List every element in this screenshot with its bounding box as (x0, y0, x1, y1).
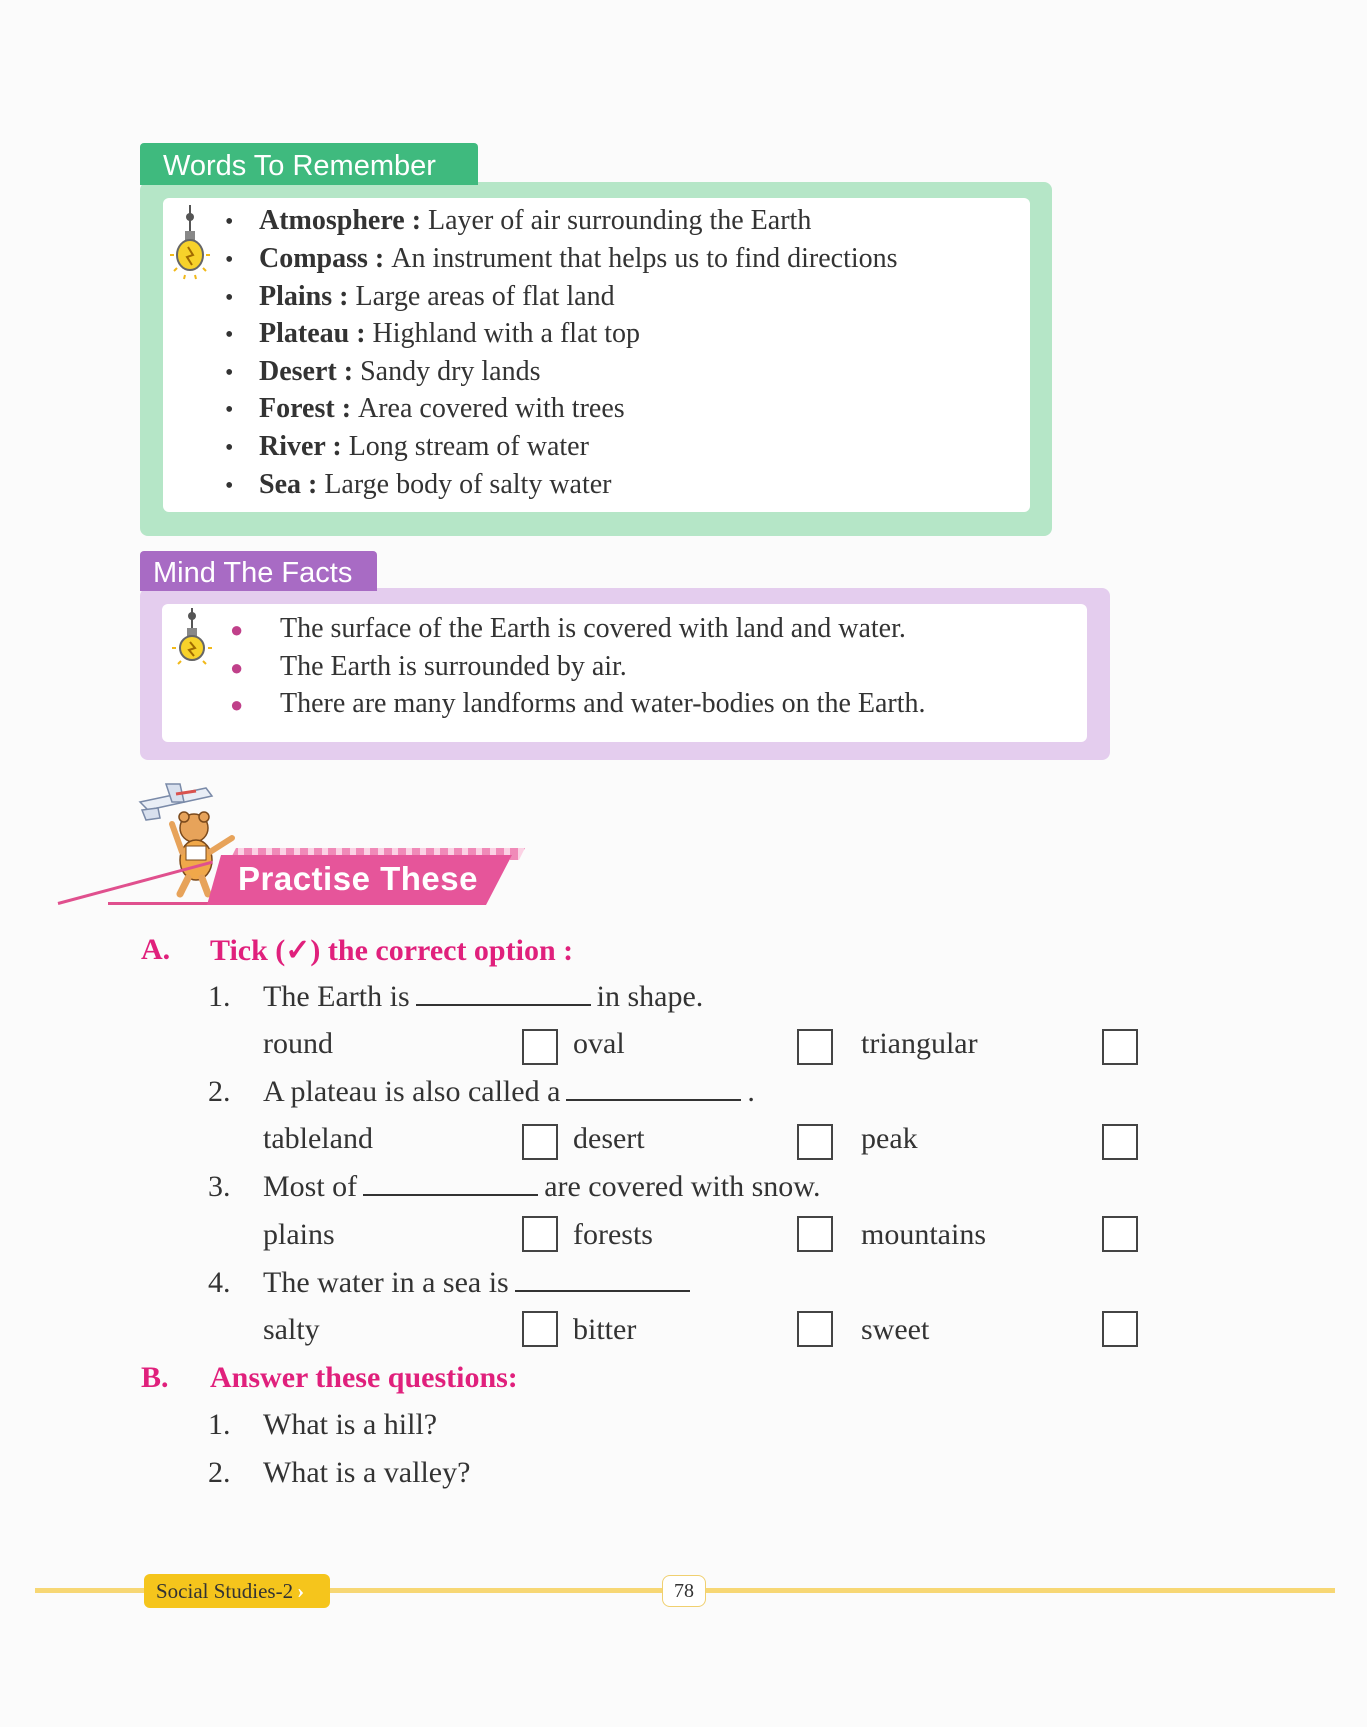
question-text: A plateau is also called a . (263, 1075, 755, 1108)
option-checkbox[interactable] (522, 1029, 558, 1065)
option-checkbox[interactable] (522, 1124, 558, 1160)
section-b-title: Answer these questions: (210, 1361, 518, 1394)
option-label: peak (861, 1122, 918, 1155)
mind-the-facts-title: Mind The Facts (140, 551, 377, 591)
question-number: 1. (208, 1408, 231, 1441)
question-text: What is a hill? (263, 1408, 438, 1441)
answer-blank (566, 1077, 741, 1101)
option-checkbox[interactable] (797, 1029, 833, 1065)
option-label: forests (573, 1218, 653, 1251)
word-item: • Forest : Area covered with trees (225, 393, 625, 424)
practise-banner-title: Practise These (238, 860, 478, 897)
question-number: 4. (208, 1266, 231, 1299)
option-label: mountains (861, 1218, 986, 1251)
option-checkbox[interactable] (797, 1311, 833, 1347)
practise-divider-base (108, 902, 218, 905)
section-a-title: Tick (✓) the correct option : (210, 934, 574, 967)
section-a-letter: A. (141, 933, 171, 966)
question-number: 2. (208, 1075, 231, 1108)
word-item: • Desert : Sandy dry lands (225, 356, 541, 387)
word-item: • Compass : An instrument that helps us to find directions (225, 243, 898, 274)
option-label: triangular (861, 1027, 978, 1060)
option-label: oval (573, 1027, 625, 1060)
option-checkbox[interactable] (797, 1124, 833, 1160)
option-checkbox[interactable] (797, 1216, 833, 1252)
option-checkbox[interactable] (522, 1311, 558, 1347)
word-item: • Atmosphere : Layer of air surrounding the Earth (225, 205, 812, 236)
option-checkbox[interactable] (522, 1216, 558, 1252)
option-checkbox[interactable] (1102, 1124, 1138, 1160)
lightbulb-icon (170, 608, 214, 670)
option-checkbox[interactable] (1102, 1216, 1138, 1252)
option-label: round (263, 1027, 333, 1060)
option-checkbox[interactable] (1102, 1029, 1138, 1065)
fact-item: ● There are many landforms and water-bodies on the Earth. (230, 688, 926, 719)
option-label: salty (263, 1313, 320, 1346)
question-text: The water in a sea is (263, 1266, 696, 1300)
chevron-right-icon: › (297, 1579, 305, 1603)
question-text: The Earth is in shape. (263, 980, 704, 1013)
option-label: tableland (263, 1122, 373, 1155)
question-number: 2. (208, 1456, 231, 1489)
question-text: What is a valley? (263, 1456, 471, 1489)
option-label: sweet (861, 1313, 930, 1346)
option-label: desert (573, 1122, 645, 1155)
words-to-remember-title: Words To Remember (140, 143, 478, 185)
word-item: • River : Long stream of water (225, 431, 589, 462)
answer-blank (515, 1268, 690, 1292)
option-label: bitter (573, 1313, 637, 1346)
word-item: • Plains : Large areas of flat land (225, 281, 615, 312)
lightbulb-icon (168, 205, 212, 300)
word-item: • Sea : Large body of salty water (225, 469, 612, 500)
answer-blank (416, 982, 591, 1006)
option-label: plains (263, 1218, 335, 1251)
answer-blank (363, 1172, 538, 1196)
question-number: 1. (208, 980, 231, 1013)
fact-item: ● The Earth is surrounded by air. (230, 651, 627, 682)
fact-item: ● The surface of the Earth is covered with land and water. (230, 613, 906, 644)
question-number: 3. (208, 1170, 231, 1203)
option-checkbox[interactable] (1102, 1311, 1138, 1347)
footer-book-tag: Social Studies-2 › (144, 1574, 330, 1608)
question-text: Most of are covered with snow. (263, 1170, 821, 1203)
word-item: • Plateau : Highland with a flat top (225, 318, 641, 349)
section-b-letter: B. (141, 1361, 169, 1394)
page-number: 78 (662, 1575, 706, 1607)
